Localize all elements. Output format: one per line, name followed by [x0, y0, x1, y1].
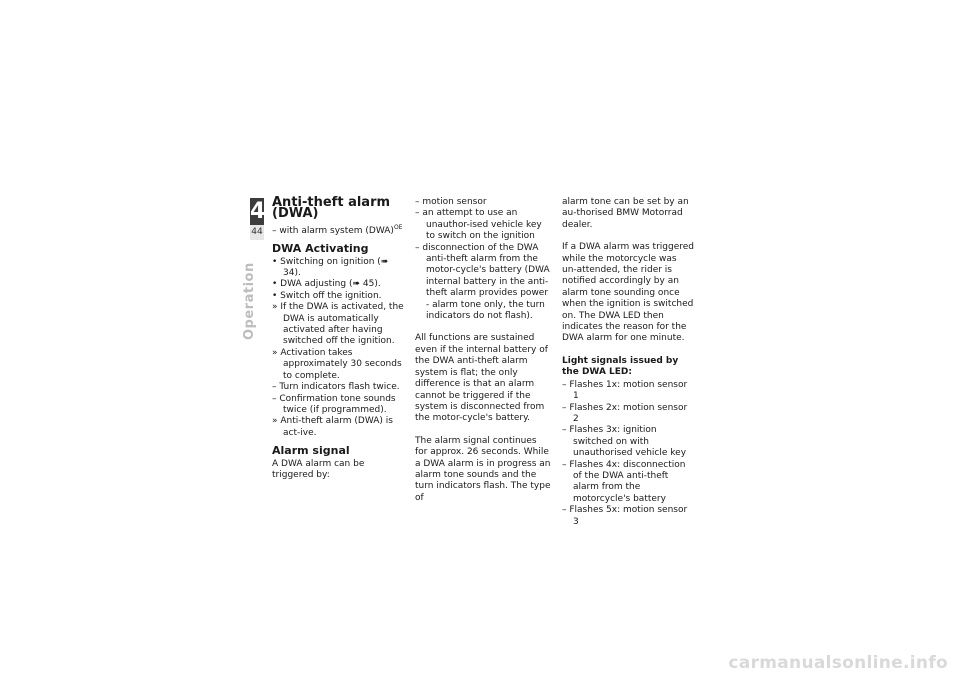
list-item: » If the DWA is activated, the DWA is automatically activated after having switched off the ignition. [272, 302, 404, 347]
list-item: • Switching on ignition (➠ 34). [272, 256, 389, 279]
list-item: • DWA adjusting (➠ 45). [272, 279, 381, 290]
paragraph: The alarm signal continues for approx. 26 seconds. While a DWA alarm is in progress an alarm tone sounds and the turn indicators flash. The type of [415, 435, 551, 503]
section-heading-alarm-signal: Alarm signal [272, 444, 350, 458]
list-item: • Switch off the ignition. [272, 290, 382, 301]
paragraph: If a DWA alarm was triggered while the motorcycle was un-attended, the rider is notified accordingly by an alarm tone sounding once when the ignition is switched on. The DWA LED then indicates the reason for the DWA alarm for one minute. [562, 242, 694, 344]
list-item: – Flashes 2x: motion sensor 2 [562, 402, 688, 424]
column-1 [272, 197, 406, 492]
list-item: – an attempt to use an unauthor-ised vehicle key to switch on the ignition [415, 208, 542, 242]
list-item: – Flashes 3x: ignition switched on with unauthorised vehicle key [562, 425, 687, 459]
list-item: – Flashes 5x: motion sensor 3 [562, 505, 688, 527]
equipment-note: – with alarm system (DWA)$^{OE}$ [272, 223, 403, 236]
paragraph: All functions are sustained even if the internal battery of the DWA anti-theft alarm system is flat; the only difference is that an alarm cannot be triggered if the system is disconnected from the motor-cycle's battery. [415, 333, 548, 424]
list-item: » Activation takes approximately 30 seconds to complete. [272, 347, 402, 381]
chapter-tab [250, 198, 264, 240]
list-item: – Flashes 4x: disconnection of the DWA anti-theft alarm from the motorcycle's battery [562, 459, 686, 504]
list-item: – Turn indicators flash twice. [272, 382, 400, 393]
column-3 [562, 197, 694, 528]
list-item: – Flashes 1x: motion sensor 1 [562, 379, 688, 402]
section-side-label: Operation [242, 262, 257, 340]
equipment-sup: OE [393, 223, 403, 231]
section-heading-activating: DWA Activating [272, 242, 369, 256]
page-title: Anti-theft alarm (DWA) [272, 195, 391, 222]
list-item: – disconnection of the DWA anti-theft alarm from the motor-cycle's battery (DWA internal battery in the anti-theft alarm provides power - alarm tone only, the turn indicators do not flash). [415, 242, 550, 322]
list-item: » Anti-theft alarm (DWA) is act-ive. [272, 416, 393, 438]
list-item: – Confirmation tone sounds twice (if programmed). [272, 393, 396, 415]
watermark-footer: carmanualsonline.info [728, 653, 948, 673]
list-item: – motion sensor [415, 197, 487, 207]
led-signals-heading: Light signals issued by the DWA LED: [562, 355, 679, 378]
page-number: 44 [250, 225, 264, 240]
paragraph: alarm tone can be set by an au-thorised BMW Motorrad dealer. [562, 197, 689, 230]
chapter-number: 4 [250, 199, 266, 224]
paragraph: A DWA alarm can be triggered by: [272, 458, 365, 480]
column-2 [415, 197, 551, 515]
